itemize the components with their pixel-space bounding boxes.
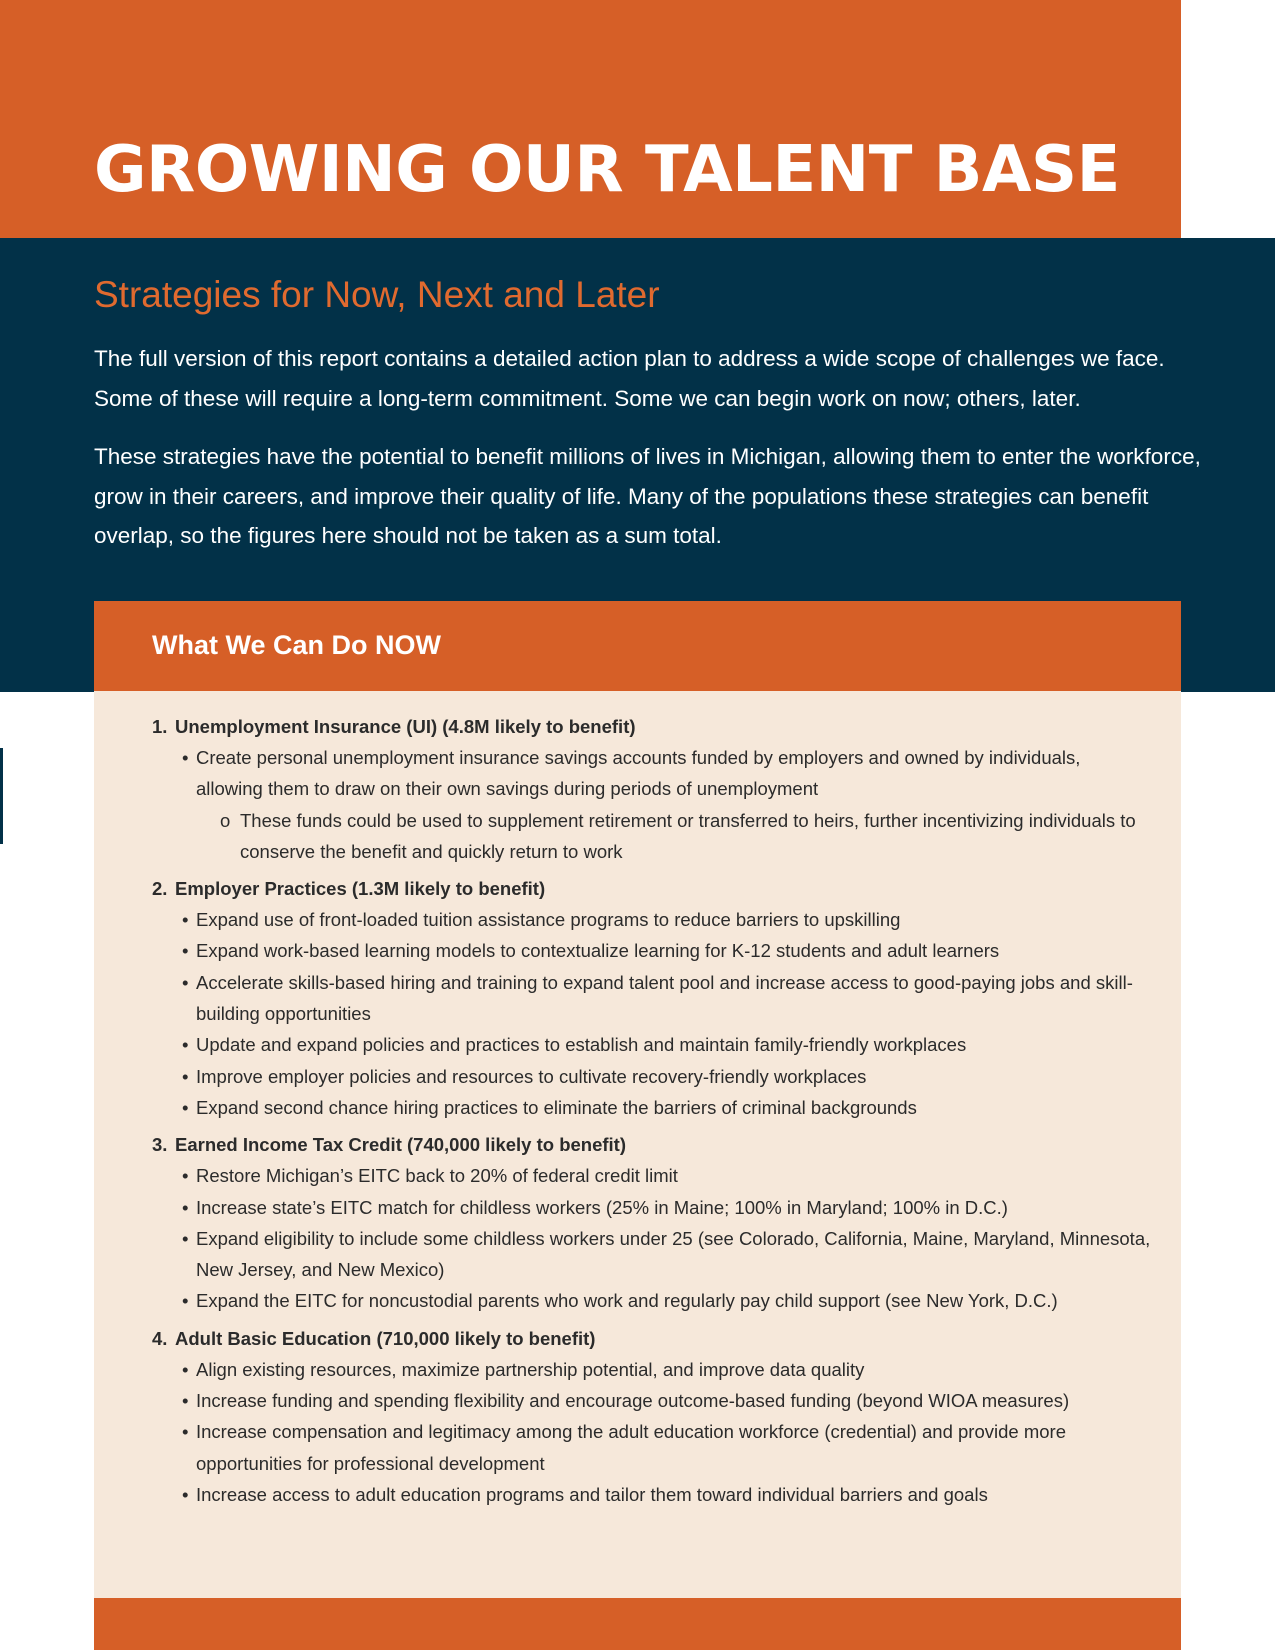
strategy-item: [152, 711, 1152, 867]
now-section-title: What We Can Do NOW: [152, 630, 441, 660]
list-item-text: Improve employer policies and resources to cultivate recovery-friendly workplaces: [196, 1065, 867, 1087]
side-divider: [0, 748, 3, 844]
bullet-icon: •: [182, 1290, 189, 1312]
intro-paragraph-1: The full version of this report contains a detailed action plan to address a wide scope of challenges we face. Some of these will require a long-term commitment. Some we can begin work on now; others, later.: [94, 346, 1165, 411]
bullet-icon: •: [182, 1196, 189, 1218]
list-item-text: Expand use of front-loaded tuition assistance programs to reduce barriers to upskilling: [196, 909, 901, 931]
list-item-text: Create personal unemployment insurance savings accounts funded by employers and owned by individuals, allowing them to draw on their own savings during periods of unemployment: [196, 747, 1081, 800]
strategy-title: Unemployment Insurance (UI) (4.8M likely to benefit): [175, 716, 636, 737]
strategy-title: Earned Income Tax Credit (740,000 likely to benefit): [175, 1134, 627, 1156]
strategy-item: [152, 873, 1152, 1123]
bullet-icon: •: [182, 1165, 189, 1187]
list-item: [152, 1061, 1152, 1092]
strategy-list: [152, 711, 1152, 1516]
list-item: [152, 935, 1152, 966]
sub-bullet-list: [152, 805, 1152, 868]
sub-list-item-text: These funds could be used to supplement retirement or transferred to heirs, further incentivizing individuals to conserve the benefit and quickly return to work: [240, 809, 1136, 862]
list-item: [152, 1192, 1152, 1223]
footer-bar: [94, 1598, 1181, 1650]
strategy-title: Adult Basic Education (710,000 likely to benefit): [175, 1327, 596, 1349]
strategy-item: [152, 1323, 1152, 1510]
strategy-heading: [152, 1129, 1152, 1160]
bullet-list: [152, 1160, 1152, 1316]
bullet-icon: •: [182, 1065, 189, 1087]
list-item-text: Restore Michigan’s EITC back to 20% of federal credit limit: [196, 1165, 678, 1187]
list-item: [152, 967, 1152, 1030]
list-item-text: Expand the EITC for noncustodial parents who work and regularly pay child support (see New York, D.C.): [196, 1290, 1058, 1312]
list-item: [152, 1092, 1152, 1123]
bullet-list: [152, 904, 1152, 1123]
strategy-item: [152, 1129, 1152, 1316]
page-title: GROWING OUR TALENT BASE: [94, 133, 1120, 207]
section-subtitle: Strategies for Now, Next and Later: [94, 274, 660, 315]
list-item-text: Increase state’s EITC match for childless workers (25% in Maine; 100% in Maryland; 100% in D.C.): [196, 1196, 1008, 1218]
list-item: [152, 742, 1152, 867]
list-item-text: Expand eligibility to include some childless workers under 25 (see Colorado, California, Maine, Maryland, Minnesota, New Jersey, and New Mexico): [196, 1227, 1151, 1281]
list-item: [152, 1416, 1152, 1479]
bullet-icon: •: [182, 1390, 189, 1412]
sub-list-item: [152, 805, 1152, 868]
bullet-list: [152, 1354, 1152, 1510]
list-item-text: Update and expand policies and practices to establish and maintain family-friendly workplaces: [196, 1034, 967, 1056]
list-item: [152, 1385, 1152, 1416]
hollow-bullet-icon: o: [220, 809, 231, 831]
strategy-heading: [152, 1323, 1152, 1354]
list-item-text: Expand second chance hiring practices to eliminate the barriers of criminal backgrounds: [196, 1096, 917, 1118]
bullet-icon: •: [182, 1096, 189, 1118]
strategy-title: Employer Practices (1.3M likely to benefit): [175, 878, 546, 900]
bullet-list: [152, 742, 1152, 867]
strategy-number: 3.: [152, 1134, 168, 1156]
list-item: [152, 1285, 1152, 1316]
list-item-text: Expand work-based learning models to contextualize learning for K-12 students and adult learners: [196, 940, 1000, 962]
now-section-header: [94, 601, 1181, 691]
list-item-text: Increase access to adult education programs and tailor them toward individual barriers and goals: [196, 1483, 988, 1505]
bullet-icon: •: [182, 1421, 189, 1443]
bullet-icon: •: [182, 1358, 189, 1380]
list-item-text: Align existing resources, maximize partnership potential, and improve data quality: [196, 1358, 865, 1380]
bullet-icon: •: [182, 909, 189, 931]
bullet-icon: •: [182, 940, 189, 962]
list-item: [152, 1479, 1152, 1510]
list-item: [152, 904, 1152, 935]
strategy-heading: [152, 873, 1152, 904]
strategy-number: 2.: [152, 878, 168, 900]
title-band: [0, 0, 1181, 238]
strategy-number: 4.: [152, 1327, 168, 1349]
list-item: [152, 1029, 1152, 1060]
now-section-panel: [94, 691, 1181, 1598]
list-item-text: Increase compensation and legitimacy among the adult education workforce (credential) and provide more opportunities for professional development: [196, 1421, 1066, 1474]
list-item-text: Increase funding and spending flexibility and encourage outcome-based funding (beyond WIOA measures): [196, 1390, 1070, 1412]
bullet-icon: •: [182, 971, 189, 993]
list-item: [152, 1223, 1152, 1286]
list-item-text: Accelerate skills-based hiring and training to expand talent pool and increase access to good-paying jobs and skill-building opportunities: [196, 971, 1133, 1025]
list-item: [152, 1160, 1152, 1191]
list-item: [152, 1354, 1152, 1385]
strategy-heading: [152, 711, 1152, 742]
bullet-icon: •: [182, 747, 189, 768]
bullet-icon: •: [182, 1227, 189, 1249]
bullet-icon: •: [182, 1483, 189, 1505]
strategy-number: 1.: [152, 716, 168, 737]
bullet-icon: •: [182, 1034, 189, 1056]
intro-paragraph-2: These strategies have the potential to benefit millions of lives in Michigan, allowing them to enter the workforce, grow in their careers, and improve their quality of life. Many of the populations these strategies can benefit overlap, so the figures here should not be taken as a sum total.: [94, 444, 1201, 548]
